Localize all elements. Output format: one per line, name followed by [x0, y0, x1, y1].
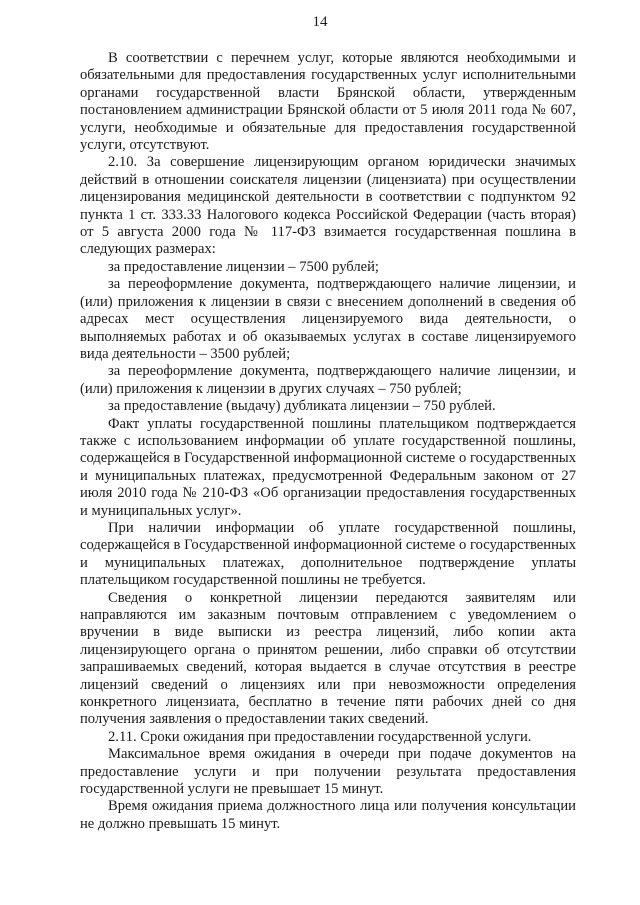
paragraph-section-2-11: 2.11. Сроки ожидания при предоставлении государственной услуги.	[108, 728, 532, 745]
fee-item-license-issue: за предоставление лицензии – 7500 рублей;	[108, 258, 379, 275]
paragraph-no-additional-confirmation: При наличии информации об уплате государственной пошлины, содержащейся в Государственной информационной системе о государственных и муниципальных платежах, дополнительное подтверждение уплаты плательщиком государственной пошлины не требуется.	[80, 519, 576, 589]
paragraph-related-services: В соответствии с перечнем услуг, которые являются необходимыми и обязательными для предоставления государственных услуг исполнительными органами государственной власти Брянской области, утвержденным постановлением администрации Брянской области от 5 июля 2011 года № 607, услуги, необходимые и обязательные для предоставления государственной услуги, отсутствуют.	[80, 50, 576, 154]
paragraph-section-2-10: 2.10. За совершение лицензирующим органом юридически значимых действий в отношении соискателя лицензии (лицензиата) при осуществлении лицензирования медицинской деятельности в соответствии с подпунктом 92 пункта 1 ст. 333.33 Налогового кодекса Российской Федерации (часть вторая) от 5 августа 2000 года № 117-ФЗ взимается государственная пошлина в следующих размерах:	[80, 154, 576, 258]
fee-item-duplicate: за предоставление (выдачу) дубликата лицензии – 750 рублей.	[108, 398, 496, 415]
fee-item-reissue-other: за переоформление документа, подтверждающего наличие лицензии, и (или) приложения к лицензии в других случаях – 750 рублей;	[80, 363, 576, 397]
paragraph-payment-confirmation: Факт уплаты государственной пошлины плательщиком подтверждается также с использованием информации об уплате государственной пошлины, содержащейся в Государственной информационной системе о государственных и муниципальных платежах, предусмотренной Федеральным законом от 27 июля 2010 года № 210-ФЗ «Об организации предоставления государственных и муниципальных услуг».	[80, 415, 576, 519]
paragraph-license-information: Сведения о конкретной лицензии передаются заявителям или направляются им заказным почтовым отправлением с уведомлением о вручении в виде выписки из реестра лицензий, либо копии акта лицензирующего органа о принятом решении, либо справки об отсутствии запрашиваемых сведений, которая выдается в случае отсутствия в реестре лицензий сведений о лицензиях или при невозможности определения конкретного лицензиата, бесплатно в течение пяти рабочих дней со дня получения заявления о предоставлении таких сведений.	[80, 589, 576, 728]
paragraph-consultation-waiting-time: Время ожидания приема должностного лица или получения консультации не должно превышать 15 минут.	[80, 798, 576, 832]
document-body	[80, 50, 576, 833]
fee-item-reissue-addresses: за переоформление документа, подтверждающего наличие лицензии, и (или) приложения к лицензии в связи с внесением дополнений в сведения об адресах мест осуществления лицензируемого вида деятельности, о выполняемых работах и об оказываемых услугах в составе лицензируемого вида деятельности – 3500 рублей;	[80, 276, 576, 362]
page-number: 14	[312, 14, 328, 30]
paragraph-queue-waiting-time: Максимальное время ожидания в очереди при подаче документов на предоставление услуги и при получении результата предоставления государственной услуги не превышает 15 минут.	[80, 746, 576, 798]
